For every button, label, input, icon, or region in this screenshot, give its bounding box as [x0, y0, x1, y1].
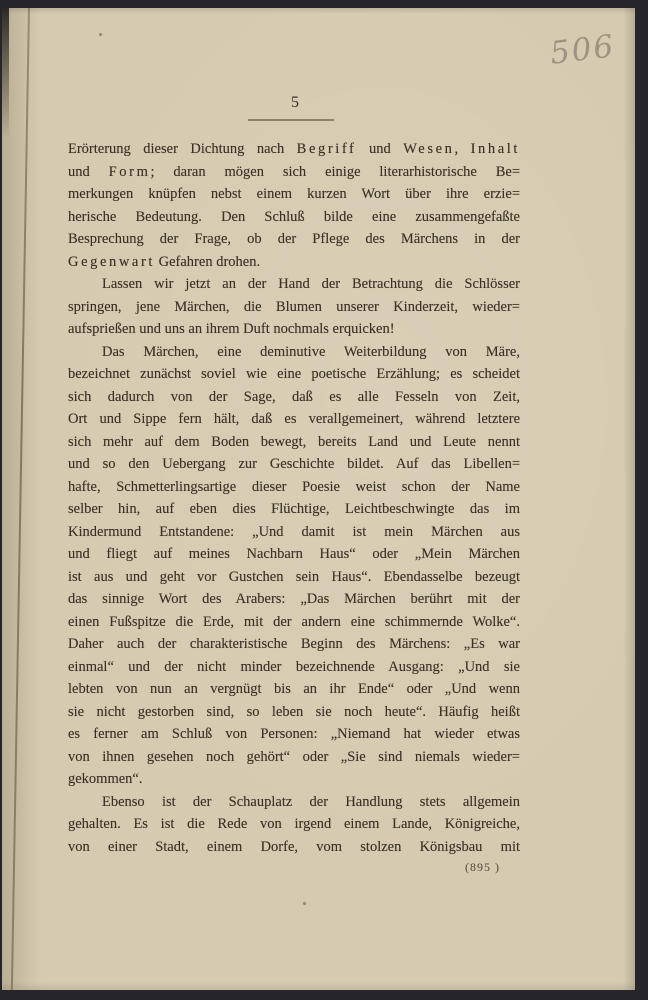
- text-line: Lassen wir jetzt an der Hand der Betrachtung die Schlösser: [102, 276, 520, 292]
- text-line: sie nicht gestorben sind, so leben sie noch heute“. Häufig heißt: [68, 703, 520, 720]
- text-line: und so den Uebergang zur Geschichte bildet. Auf das Libellen=: [68, 456, 520, 472]
- text-line: bezeichnet zunächst soviel wie eine poetische Erzählung; es scheidet: [68, 366, 520, 382]
- emphasized-word: Wesen: [403, 141, 455, 157]
- text-line: aufsprießen und uns an ihrem Duft nochmals erquicken!: [68, 321, 395, 337]
- text-line: Kindermund Entstandene: „Und damit ist mein Märchen aus: [68, 523, 520, 540]
- emphasized-word: Begriff: [296, 141, 357, 157]
- paper-speck: [99, 33, 102, 36]
- page-corner-shadow: [2, 8, 9, 138]
- text-line: Gegenwart Gefahren drohen.: [68, 253, 261, 270]
- text-line: springen, jene Märchen, die Blumen unserer Kinderzeit, wieder=: [68, 298, 520, 315]
- page-number: 5: [291, 94, 299, 111]
- text-line: Daher auch der charakteristische Beginn des Märchens: „Es war: [68, 636, 520, 652]
- text-line: und fliegt auf meines Nachbarn Haus“ oder „Mein Märchen: [68, 546, 520, 562]
- text-line: das sinnige Wort des Arabers: „Das Märchen berührt mit der: [68, 591, 520, 607]
- text-line: gekommen“.: [68, 771, 143, 787]
- text-line: es ferner am Schluß von Personen: „Niemand hat wieder etwas: [68, 726, 520, 742]
- emphasized-word: Form: [108, 163, 151, 180]
- text-line: Erörterung dieser Dichtung nach Begriff und Wesen, Inhalt: [68, 141, 521, 157]
- emphasized-word: Inhalt: [470, 141, 521, 157]
- book-page: [2, 8, 635, 990]
- text-line: sich mehr auf dem Boden bewegt, bereits Land und Leute nennt: [68, 433, 520, 450]
- text-line: von einer Stadt, einem Dorfe, vom stolzen Königsbau mit: [68, 838, 520, 855]
- text-line: einmal“ und der nicht minder bezeichnende Ausgang: „Und sie: [68, 658, 520, 675]
- text-line: lebten von nun an vergnügt bis an ihr Ende“ oder „Und wenn: [68, 681, 520, 697]
- text-line: gehalten. Es ist die Rede von irgend einem Lande, Königreiche,: [68, 816, 520, 832]
- text-line: ist aus und geht vor Gustchen sein Haus“. Ebendasselbe bezeugt: [68, 568, 520, 585]
- text-line: von ihnen gesehen noch gehört“ oder „Sie sind niemals wieder=: [68, 748, 520, 765]
- page-gutter-crease: [11, 8, 30, 990]
- text-line: selber hin, auf eben dies Flüchtige, Leichtbeschwingte das im: [68, 501, 520, 517]
- text-line: Das Märchen, eine deminutive Weiterbildung von Märe,: [102, 343, 520, 360]
- text-line: merkungen knüpfen nebst einem kurzen Wort über ihre erzie=: [68, 186, 520, 202]
- text-line: sich dadurch von der Sage, daß es alle Fesseln von Zeit,: [68, 388, 520, 405]
- text-line: und Form; daran mögen sich einige literarhistorische Be=: [68, 163, 520, 180]
- text-line: hafte, Schmetterlingsartige dieser Poesie weist schon der Name: [68, 478, 520, 495]
- emphasized-word: Gegenwart: [68, 253, 156, 270]
- handwritten-number: 506: [548, 28, 618, 72]
- text-line: Ebenso ist der Schauplatz der Handlung stets allgemein: [102, 793, 520, 810]
- page-number-rule: [248, 119, 334, 121]
- page-footer-number: (895 ): [465, 860, 500, 874]
- text-line: Besprechung der Frage, ob der Pflege des Märchens in der: [68, 231, 520, 247]
- text-line: einen Fußspitze die Erde, mit der andern eine schimmernde Wolke“.: [68, 613, 520, 630]
- text-line: Ort und Sippe fern hält, daß es verallgemeinert, während letztere: [68, 411, 520, 427]
- text-line: herische Bedeutung. Den Schluß bilde eine zusammengefaßte: [68, 208, 520, 225]
- body-text: [68, 138, 520, 858]
- paper-speck: [303, 902, 306, 905]
